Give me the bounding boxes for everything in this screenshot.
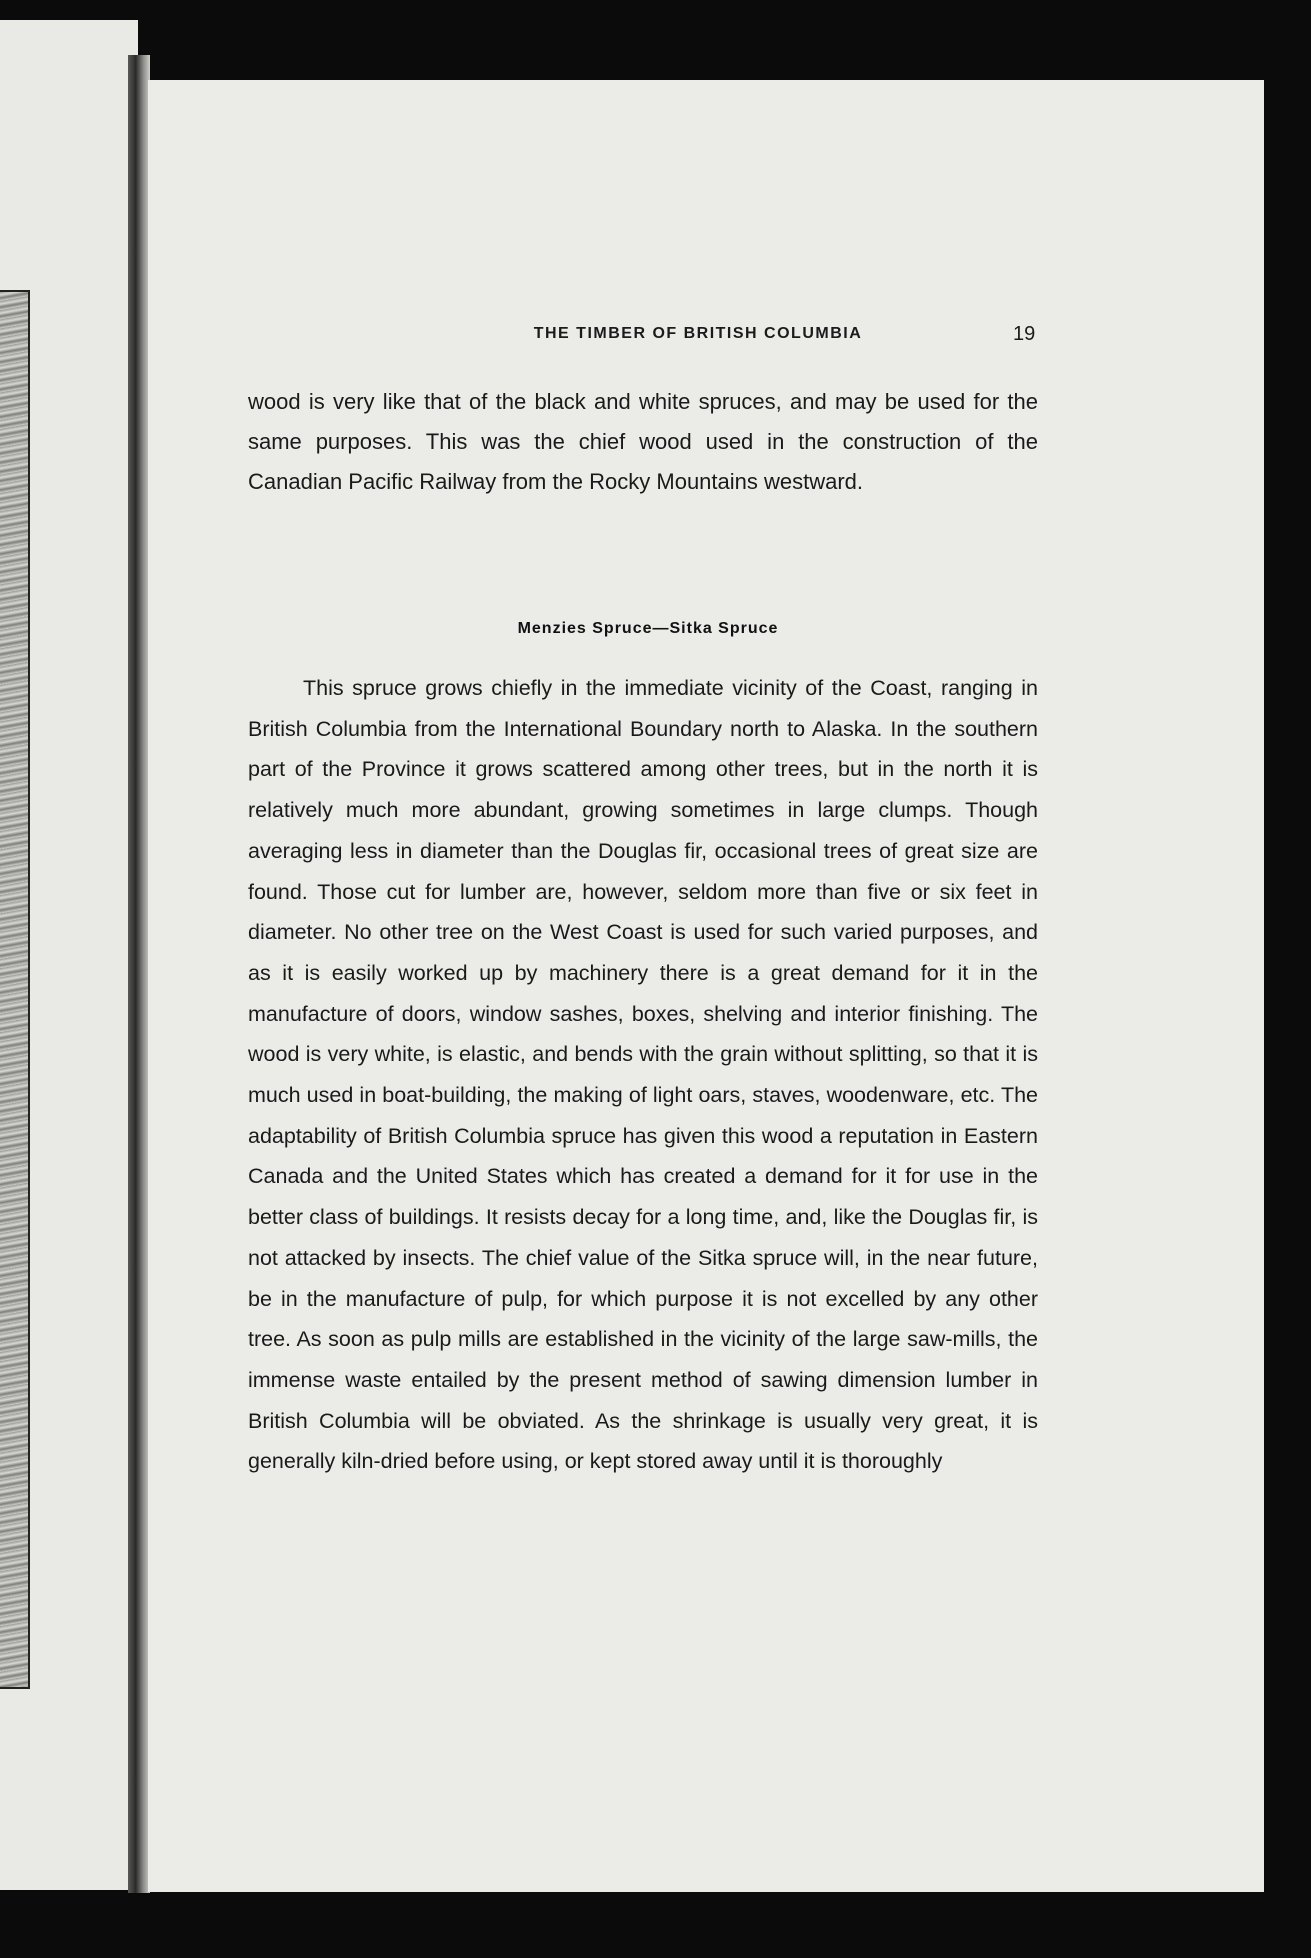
- book-page: [148, 80, 1264, 1892]
- paragraph-sitka-spruce: This spruce grows chiefly in the immediate vicinity of the Coast, ranging in British Columbia from the International Boundary north to Alaska. In the southern part of the Province it grows scattered among other trees, but in the north it is relatively much more abundant, growing sometimes in large clumps. Though averaging less in diameter than the Douglas fir, occasional trees of great size are found. Those cut for lumber are, however, seldom more than five or six feet in diameter. No other tree on the West Coast is used for such varied purposes, and as it is easily worked up by machinery there is a great demand for it in the manufacture of doors, window sashes, boxes, shelving and interior finishing. The wood is very white, is elastic, and bends with the grain without splitting, so that it is much used in boat-building, the making of light oars, staves, woodenware, etc. The adaptability of British Columbia spruce has given this wood a reputation in Eastern Canada and the United States which has created a demand for it for use in the better class of buildings. It resists decay for a long time, and, like the Douglas fir, is not attacked by insects. The chief value of the Sitka spruce will, in the near future, be in the manufacture of pulp, for which purpose it is not excelled by any other tree. As soon as pulp mills are established in the vicinity of the large saw-mills, the immense waste entailed by the present method of sawing dimension lumber in British Columbia will be obviated. As the shrinkage is usually very great, it is generally kiln-dried before using, or kept stored away until it is thoroughly: [248, 676, 1038, 1474]
- paragraph-continuation: wood is very like that of the black and white spruces, and may be used for the same purposes. This was the chief wood used in the construction of the Canadian Pacific Railway from the Rocky Mountains westward.: [248, 389, 1038, 494]
- book-gutter: [128, 55, 150, 1893]
- running-head: THE TIMBER OF BRITISH COLUMBIA: [533, 325, 863, 342]
- previous-page: [0, 20, 138, 1890]
- page-number: 19: [1013, 323, 1036, 345]
- previous-page-illustration: [0, 290, 30, 1689]
- section-heading: Menzies Spruce—Sitka Spruce: [517, 620, 779, 637]
